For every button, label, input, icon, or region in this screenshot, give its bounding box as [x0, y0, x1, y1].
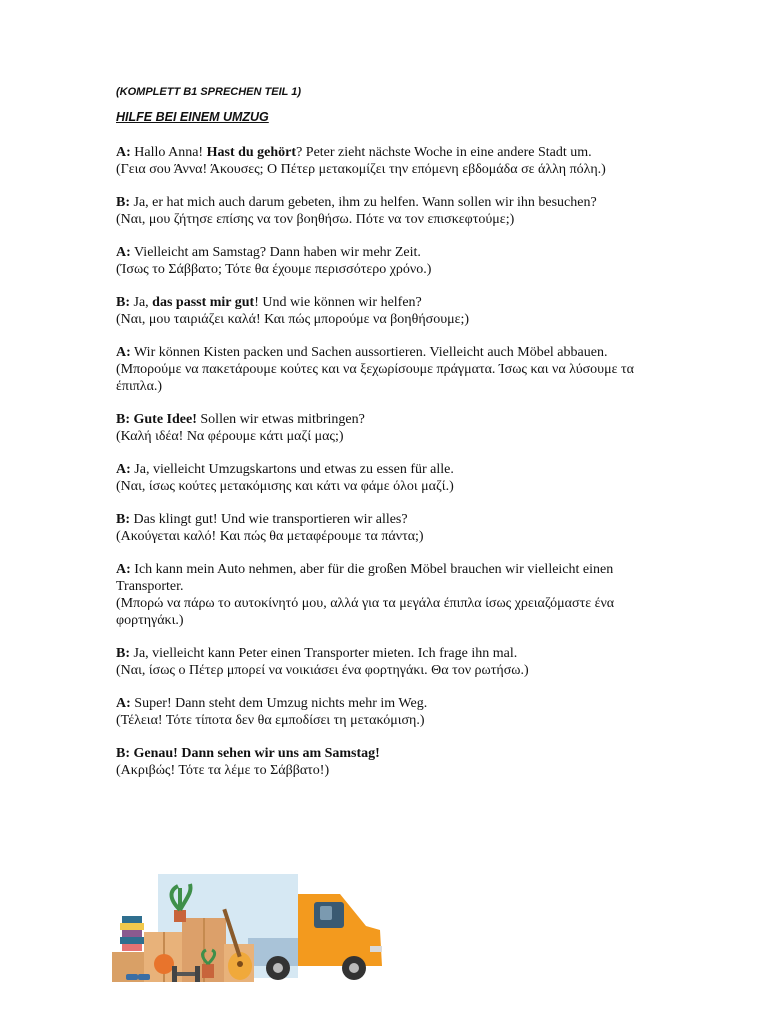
greek-translation: (Καλή ιδέα! Να φέρουμε κάτι μαζί μας;) — [116, 429, 344, 444]
speaker-label: B: — [116, 195, 130, 210]
hubcap-front — [349, 963, 359, 973]
greek-translation: (Ακριβώς! Τότε τα λέμε το Σάββατο!) — [116, 763, 330, 778]
german-text: ! Und wie können wir helfen? — [254, 295, 422, 310]
plant-pot — [174, 910, 186, 922]
dialogue-turn — [116, 144, 656, 178]
greek-translation: (Μπορούμε να πακετάρουμε κούτες και να ξεχωρίσουμε πράγματα. Ίσως και να λύσουμε τα έπιπλα.) — [116, 362, 634, 394]
dumbbell-weight — [195, 966, 200, 982]
dialogue — [116, 144, 656, 795]
greek-translation: (Ναι, μου ταιριάζει καλά! Και πώς μπορούμε να βοηθήσουμε;) — [116, 312, 470, 327]
german-text-bold: das passt mir gut — [152, 295, 255, 310]
small-plant-pot — [202, 964, 214, 978]
guitar-hole — [237, 961, 243, 967]
dialogue-turn — [116, 244, 656, 278]
german-line — [116, 194, 656, 211]
book — [120, 923, 144, 930]
book — [122, 944, 142, 951]
german-line — [116, 461, 656, 478]
dialogue-turn — [116, 745, 656, 779]
hubcap-rear — [273, 963, 283, 973]
speaker-label: A: — [116, 245, 131, 260]
greek-translation: (Ναι, ίσως κούτες μετακόμισης και κάτι να φάμε όλοι μαζί.) — [116, 479, 454, 494]
german-line — [116, 411, 656, 428]
speaker-label: B: — [116, 412, 130, 427]
speaker-label: B: — [116, 512, 130, 527]
greek-translation: (Ίσως το Σάββατο; Τότε θα έχουμε περισσότερο χρόνο.) — [116, 262, 432, 277]
german-line — [116, 695, 656, 712]
german-text: Das klingt gut! Und wie transportieren wir alles? — [130, 512, 408, 527]
german-line — [116, 294, 656, 311]
german-text: Ja, er hat mich auch darum gebeten, ihm zu helfen. Wann sollen wir ihn besuchen? — [130, 195, 597, 210]
german-text-bold: Gute Idee! — [130, 412, 197, 427]
dialogue-turn — [116, 344, 656, 395]
german-text: Hallo Anna! — [130, 145, 207, 160]
dialogue-turn — [116, 645, 656, 679]
german-text: Ja, vielleicht kann Peter einen Transporter mieten. Ich frage ihn mal. — [130, 646, 518, 661]
truck-driver — [320, 906, 332, 920]
speaker-label: A: — [116, 562, 131, 577]
dialogue-turn — [116, 511, 656, 545]
greek-translation: (Ναι, ίσως ο Πέτερ μπορεί να νοικιάσει ένα φορτηγάκι. Θα τον ρωτήσω.) — [116, 663, 529, 678]
dumbbell-bar — [174, 972, 198, 976]
german-text: Sollen wir etwas mitbringen? — [196, 412, 365, 427]
german-text: Super! Dann steht dem Umzug nichts mehr im Weg. — [130, 696, 428, 711]
german-line — [116, 144, 656, 161]
book — [122, 930, 142, 937]
german-text: ? Peter zieht nächste Woche in eine andere Stadt um. — [296, 145, 592, 160]
german-line — [116, 745, 656, 762]
book — [120, 937, 144, 944]
german-line — [116, 511, 656, 528]
speaker-label: A: — [116, 696, 131, 711]
speaker-label: A: — [116, 462, 131, 477]
dialogue-turn — [116, 294, 656, 328]
truck-bumper — [370, 946, 382, 952]
dialogue-turn — [116, 695, 656, 729]
greek-translation: (Ακούγεται καλό! Και πώς θα μεταφέρουμε τα πάντα;) — [116, 529, 424, 544]
german-text-bold: Hast du gehört — [206, 145, 297, 160]
german-text: Ja, vielleicht Umzugskartons und etwas zu essen für alle. — [130, 462, 454, 477]
sneaker — [138, 974, 150, 980]
dialogue-turn — [116, 561, 656, 629]
dumbbell-weight — [172, 966, 177, 982]
german-text: Vielleicht am Samstag? Dann haben wir mehr Zeit. — [130, 245, 421, 260]
dialogue-turn — [116, 411, 656, 445]
speaker-label: B: — [116, 646, 130, 661]
german-text: Ich kann mein Auto nehmen, aber für die großen Möbel brauchen wir vielleicht einen Transporter. — [116, 562, 614, 594]
document-title: HILFE BEI EINEM UMZUG — [116, 110, 269, 124]
moving-truck-illustration — [108, 868, 388, 988]
speaker-label: B: — [116, 295, 130, 310]
german-line — [116, 344, 656, 361]
speaker-label: B: — [116, 746, 130, 761]
book — [122, 916, 142, 923]
greek-translation: (Μπορώ να πάρω το αυτοκίνητό μου, αλλά για τα μεγάλα έπιπλα ίσως χρειαζόμαστε ένα φορτηγάκι.) — [116, 596, 615, 628]
ball — [154, 954, 174, 974]
german-text: Wir können Kisten packen und Sachen aussortieren. Vielleicht auch Möbel abbauen. — [130, 345, 608, 360]
german-text-bold: Genau! Dann sehen wir uns am Samstag! — [130, 746, 380, 761]
greek-translation: (Γεια σου Άννα! Άκουσες; Ο Πέτερ μετακομίζει την επόμενη εβδομάδα σε άλλη πόλη.) — [116, 162, 606, 177]
greek-translation: (Τέλεια! Τότε τίποτα δεν θα εμποδίσει τη μετακόμιση.) — [116, 713, 425, 728]
document-subtitle: (KOMPLETT B1 SPRECHEN TEIL 1) — [116, 86, 301, 98]
german-text: Ja, — [130, 295, 153, 310]
greek-translation: (Ναι, μου ζήτησε επίσης να τον βοηθήσω. Πότε να τον επισκεφτούμε;) — [116, 212, 515, 227]
speaker-label: A: — [116, 145, 131, 160]
dialogue-turn — [116, 194, 656, 228]
speaker-label: A: — [116, 345, 131, 360]
german-line — [116, 244, 656, 261]
sneaker — [126, 974, 138, 980]
dialogue-turn — [116, 461, 656, 495]
german-line — [116, 645, 656, 662]
german-line — [116, 561, 656, 595]
